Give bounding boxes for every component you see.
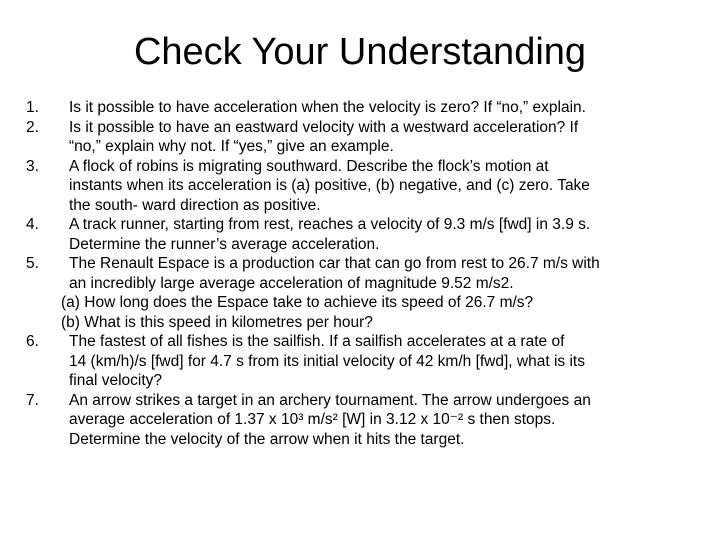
question-line: “no,” explain why not. If “yes,” give an example. bbox=[69, 138, 394, 155]
question-line: An arrow strikes a target in an archery tournament. The arrow undergoes an bbox=[69, 391, 591, 409]
question-item bbox=[26, 391, 706, 450]
question-line: A flock of robins is migrating southward. Describe the flock’s motion at bbox=[69, 157, 549, 175]
question-text bbox=[69, 254, 706, 293]
question-line: The Renault Espace is a production car that can go from rest to 26.7 m/s with bbox=[69, 255, 600, 272]
question-text bbox=[69, 391, 706, 450]
question-text bbox=[69, 98, 706, 118]
question-line: Determine the runner’s average acceleration. bbox=[69, 235, 380, 253]
question-item bbox=[26, 254, 706, 293]
question-item bbox=[26, 332, 706, 391]
question-text bbox=[69, 118, 706, 157]
question-line: final velocity? bbox=[69, 372, 163, 389]
question-number: 2. bbox=[26, 118, 39, 136]
question-line: instants when its acceleration is (a) positive, (b) negative, and (c) zero. Take bbox=[69, 177, 590, 194]
question-line: an incredibly large average acceleration of magnitude 9.52 m/s2. bbox=[69, 274, 514, 292]
question-subpart: (a) How long does the Espace take to achieve its speed of 26.7 m/s? bbox=[61, 294, 534, 311]
question-item bbox=[26, 157, 706, 216]
question-number: 5. bbox=[26, 255, 39, 272]
question-line: the south- ward direction as positive. bbox=[69, 196, 321, 214]
question-line: Is it possible to have acceleration when the velocity is zero? If “no,” explain. bbox=[69, 99, 586, 116]
question-number: 1. bbox=[26, 99, 39, 116]
question-line: average acceleration of 1.37 x 10³ m/s² [W] in 3.12 x 10⁻² s then stops. bbox=[69, 411, 556, 428]
question-line: Is it possible to have an eastward velocity with a westward acceleration? If bbox=[69, 118, 579, 136]
question-number: 3. bbox=[26, 157, 39, 175]
question-number: 6. bbox=[26, 333, 39, 350]
question-number: 7. bbox=[26, 391, 39, 409]
question-number: 4. bbox=[26, 216, 39, 233]
question-item bbox=[26, 98, 706, 118]
question-line: 14 (km/h)/s [fwd] for 4.7 s from its initial velocity of 42 km/h [fwd], what is its bbox=[69, 352, 585, 370]
question-line: Determine the velocity of the arrow when it hits the target. bbox=[69, 430, 465, 448]
question-item bbox=[26, 118, 706, 157]
question-text bbox=[69, 332, 706, 391]
question-item bbox=[26, 215, 706, 254]
question-subpart: (b) What is this speed in kilometres per hour? bbox=[61, 313, 373, 331]
question-text bbox=[69, 215, 706, 254]
slide-title: Check Your Understanding bbox=[133, 31, 587, 73]
question-list bbox=[26, 98, 706, 449]
question-text bbox=[69, 157, 706, 216]
question-line: A track runner, starting from rest, reaches a velocity of 9.3 m/s [fwd] in 3.9 s. bbox=[69, 216, 591, 233]
question-line: The fastest of all fishes is the sailfish. If a sailfish accelerates at a rate of bbox=[69, 333, 565, 350]
